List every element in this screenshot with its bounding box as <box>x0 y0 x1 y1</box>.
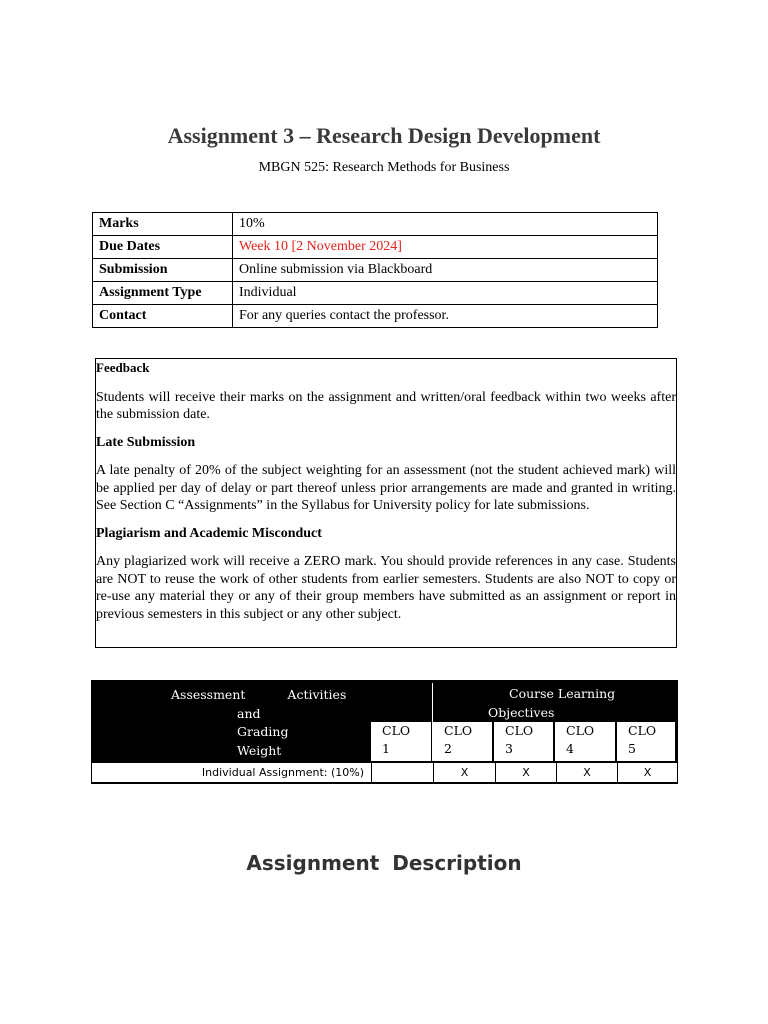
clo-header-number: 4 <box>566 741 574 756</box>
assessment-word: Assessment <box>171 687 246 702</box>
objectives-line-1: Course Learning <box>509 686 616 701</box>
info-value: For any queries contact the professor. <box>233 305 658 328</box>
grading-word: Grading <box>237 724 289 739</box>
clo-header-2 <box>433 722 492 761</box>
info-label: Contact <box>93 305 233 328</box>
plagiarism-heading: Plagiarism and Academic Misconduct <box>96 525 322 541</box>
clo-header-label: CLO <box>444 723 473 738</box>
course-subtitle: MBGN 525: Research Methods for Business <box>258 160 510 175</box>
clo-mapping-table <box>91 680 678 784</box>
policies-box <box>95 358 677 648</box>
late-submission-heading: Late Submission <box>96 434 196 450</box>
objectives-line-2: Objectives <box>488 704 555 720</box>
info-value: 10% <box>233 213 658 236</box>
info-row-submission <box>93 259 658 282</box>
info-row-marks <box>93 213 658 236</box>
clo-4-mark: X <box>556 763 617 782</box>
plagiarism-text: Any plagiarized work will receive a ZERO mark. You should provide references in any case. Students are NOT to reuse the work of other students from earlier semesters. Students are also NOT to copy or re-use any material they or any of their group members have submitted as an assignment or report in previous semesters in this subject or any other subject. <box>96 554 676 622</box>
clo-header-label: CLO <box>566 723 595 738</box>
assessment-header <box>171 686 371 760</box>
clo-header-label: CLO <box>505 723 534 738</box>
clo-header-label: CLO <box>382 723 411 738</box>
clo-header-5 <box>617 722 675 761</box>
table-row <box>91 761 678 784</box>
clo-header-number: 3 <box>505 741 513 756</box>
info-row-contact <box>93 305 658 328</box>
weight-word: Weight <box>237 742 282 758</box>
clo-header-number: 1 <box>382 741 390 756</box>
and-word: and <box>237 705 261 721</box>
feedback-text: Students will receive their marks on the assignment and written/oral feedback within two weeks after the submission date. <box>96 389 676 422</box>
feedback-heading: Feedback <box>96 360 150 375</box>
clo-2-mark: X <box>433 763 495 782</box>
clo-header-number: 5 <box>628 741 636 756</box>
clo-3-mark: X <box>495 763 556 782</box>
info-label: Submission <box>93 259 233 282</box>
clo-header-1 <box>371 722 431 761</box>
clo-header-3 <box>494 722 553 761</box>
clo-header-number: 2 <box>444 741 452 756</box>
info-row-assignment-type <box>93 282 658 305</box>
document-title: Assignment 3 – Research Design Development <box>167 123 601 148</box>
info-label: Marks <box>93 213 233 236</box>
info-row-due-dates <box>93 236 658 259</box>
section-title: Assignment Description <box>246 851 522 875</box>
info-label: Due Dates <box>93 236 233 259</box>
clo-header-4 <box>555 722 615 761</box>
clo-1-mark <box>371 763 433 782</box>
info-value-due-date: Week 10 [2 November 2024] <box>233 236 658 259</box>
info-label: Assignment Type <box>93 282 233 305</box>
info-value: Online submission via Blackboard <box>233 259 658 282</box>
objectives-header <box>451 685 671 722</box>
row-label: Individual Assignment: (10%) <box>201 766 364 779</box>
late-submission-text: A late penalty of 20% of the subject weighting for an assessment (not the student achieved mark) will be applied per day of delay or part thereof unless prior arrangements are made and granted in writing. See Section C “Assignments” in the Syllabus for University policy for late submissions. <box>96 463 676 513</box>
clo-header-label: CLO <box>628 723 657 738</box>
info-value: Individual <box>233 282 658 305</box>
activities-word: Activities <box>287 687 347 702</box>
clo-5-mark: X <box>617 763 677 782</box>
assignment-info-table <box>92 212 658 328</box>
